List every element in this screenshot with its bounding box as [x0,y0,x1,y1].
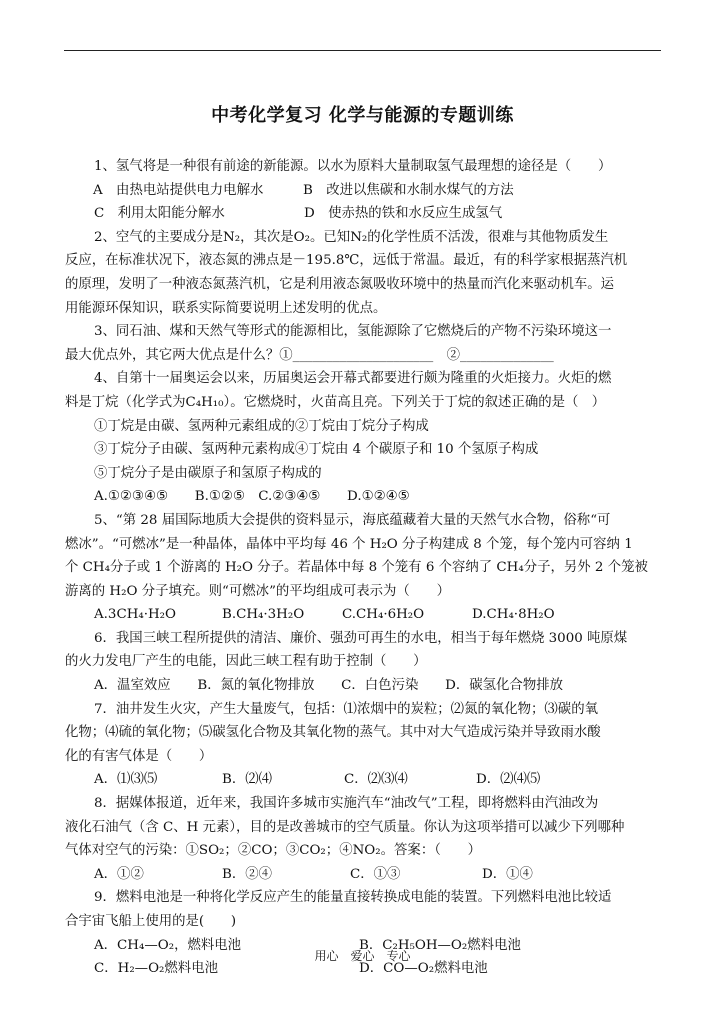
question-8-option-d: D．①④ [482,866,533,882]
question-7-line-1: 7．油井发生火灾，产生大量废气，包括：⑴浓烟中的炭粒；⑵氮的氧化物；⑶碳的氧 [94,701,598,717]
question-1-option-a: A 由热电站提供电力电解水 [93,182,264,198]
question-1-option-d: D 使赤热的铁和水反应生成氢气 [304,206,503,222]
question-8-line-3: 气体对空气的污染：①SO₂；②CO；③CO₂；④NO₂。答案：（ ） [65,843,482,859]
question-4-line-1: 4、自第十一届奥运会以来，历届奥运会开幕式都要进行颇为隆重的火炬接力。火炬的燃 [94,371,612,387]
question-4-statement-3: ⑤丁烷分子是由碳原子和氢原子构成的 [94,465,322,481]
question-9-option-d: D．CO—O₂燃料电池 [359,961,488,977]
page-footer: 用心 爱心 专心 [314,949,411,963]
question-2-line-4: 用能源环保知识，联系实际简要说明上述发明的优点。 [65,300,387,316]
question-9-line-2: 合宇宙飞船上使用的是( ) [65,914,237,929]
document-body [65,155,666,981]
question-8-line-2: 液化石油气（含 C、H 元素），目的是改善城市的空气质量。你认为这项举措可以减少下列哪种 [65,819,625,835]
question-8-option-b: B．②④ [222,866,273,882]
question-5-line-4: 游离的 H₂O 分子填充。则“可燃冰”的平均组成可表示为（ ） [65,583,450,599]
question-7-line-2: 化物；⑷硫的氧化物；⑸碳氢化合物及其氧化物的蒸气。其中对大气造成污染并导致雨水酸 [65,725,601,741]
question-3-line-2: 最大优点外，其它两大优点是什么？①_____________________ ②______________ [65,347,554,363]
question-8-line-1: 8．据媒体报道，近年来，我国许多城市实施汽车“油改气”工程，即将燃料由汽油改为 [94,796,599,812]
question-7-option-b: B．⑵⑷ [222,772,273,788]
question-9-line-1: 9．燃料电池是一种将化学反应产生的能量直接转换成电能的装置。下列燃料电池比较适 [94,890,612,906]
question-9-option-a: A．CH₄—O₂，燃料电池 [94,937,242,953]
question-7-option-d: D．⑵⑷⑸ [476,772,541,788]
question-9-option-b: B．C₂H₅OH—O₂燃料电池 [359,937,521,953]
question-8-option-a: A．①② [94,866,144,882]
question-1-option-b: B 改进以焦碳和水制水煤气的方法 [303,182,514,198]
page-title: 中考化学复习 化学与能源的专题训练 [211,105,514,126]
question-5-line-1: 5、“第 28 届国际地质大会提供的资料显示，海底蕴藏着大量的天然气水合物，俗称“可 [94,512,611,528]
question-4-statement-1: ①丁烷是由碳、氢两种元素组成的②丁烷由丁烷分子构成 [94,418,429,434]
question-5-option-b: B.CH₄·3H₂O [222,607,305,623]
question-1-option-c: C 利用太阳能分解水 [94,206,225,222]
question-8-option-c: C．①③ [350,866,401,882]
header-rule [64,50,661,51]
question-5-option-a: A.3CH₄·H₂O [94,607,177,623]
question-4-line-2: 料是丁烷（化学式为C₄H₁₀）。它燃烧时，火苗高且亮。下列关于丁烷的叙述正确的是（ ） [65,394,606,410]
question-7-line-3: 化的有害气体是（ ） [65,748,213,764]
question-3-line-1: 3、同石油、煤和天然气等形式的能源相比，氢能源除了它燃烧后的产物不污染环境这一 [94,324,612,340]
question-5-line-3: 个 CH₄分子或 1 个游离的 H₂O 分子。若晶体中每 8 个笼有 6 个容纳了 CH₄分子，另外 2 个笼被 [65,560,648,576]
question-9-option-c: C．H₂—O₂燃料电池 [94,961,218,977]
question-5-line-2: 燃冰”。“可燃冰”是一种晶体，晶体中平均每 46 个 H₂O 分子构建成 8 个笼，每个笼内可容纳 1 [65,536,633,552]
question-2-line-2: 反应，在标准状况下，液态氮的沸点是－195.8℃，远低于常温。最近，有的科学家根据蒸汽机 [65,253,628,269]
question-5-option-c: C.CH₄·6H₂O [342,607,425,623]
question-2-line-3: 的原理，发明了一种液态氮蒸汽机，它是利用液态氮吸收环境中的热量而汽化来驱动机车。运 [65,276,615,292]
question-2-line-1: 2、空气的主要成分是N₂，其次是O₂。已知N₂的化学性质不活泼，很难与其他物质发生 [94,229,609,245]
question-4-options: A.①②③④⑤ B.①②⑤ C.②③④⑤ D.①②④⑤ [94,489,410,505]
question-6-line-2: 的火力发电厂产生的电能，因此三峡工程有助于控制（ ） [65,654,427,670]
question-7-option-c: C．⑵⑶⑷ [344,772,408,788]
question-4-statement-2: ③丁烷分子由碳、氢两种元素构成④丁烷由 4 个碳原子和 10 个氢原子构成 [94,442,539,458]
question-7-option-a: A．⑴⑶⑸ [94,772,158,788]
question-5-option-d: D.CH₄·8H₂O [472,607,555,623]
question-1-stem: 1、氢气将是一种很有前途的新能源。以水为原料大量制取氢气最理想的途径是（ ） [94,159,612,174]
question-6-line-1: 6．我国三峡工程所提供的清洁、廉价、强劲可再生的水电，相当于每年燃烧 3000 吨原煤 [94,630,628,646]
question-6-options: A．温室效应 B．氮的氧化物排放 C．白色污染 D．碳氢化合物排放 [94,678,563,694]
